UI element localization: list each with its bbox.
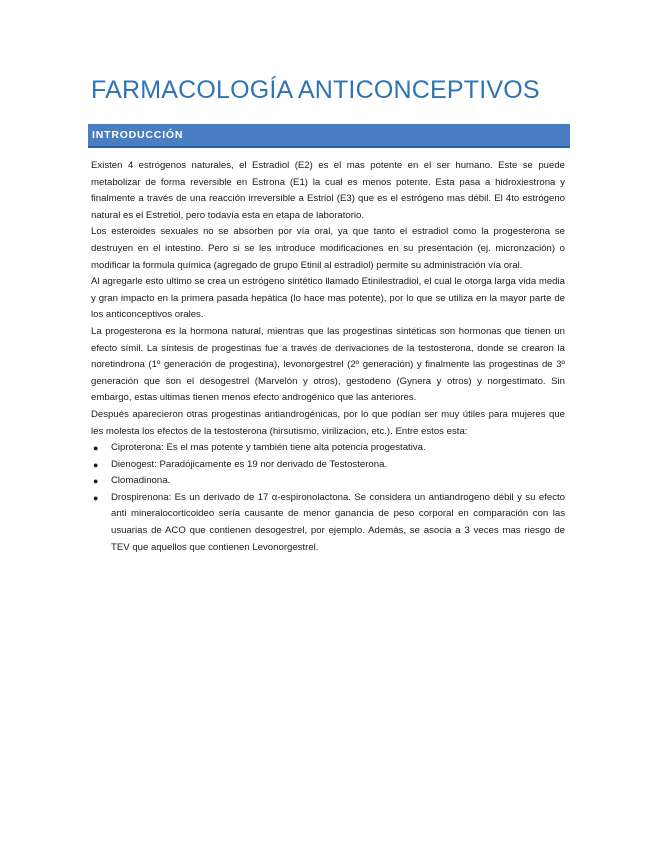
bullet-icon: ●	[93, 443, 99, 454]
list-item	[91, 473, 565, 490]
paragraph: Existen 4 estrógenos naturales, el Estradiol (E2) es el mas potente en el ser humano. Este se puede metabolizar de forma reversible en Estrona (E1) la cual es menos potente. Esta pasa a hidroxiestrona y finalmente a través de una reacción irreversible a Estriol (E3) que es el estrógeno mas débil. El 4to estrógeno natural es el Estretiol, pero todavía esta en etapa de laboratorio.	[91, 160, 565, 221]
document-body	[91, 158, 565, 556]
paragraph: La progesterona es la hormona natural, mientras que las progestinas sintéticas son hormonas que tienen un efecto símil. La síntesis de progestinas fue a través de derivaciones de la testosterona, donde se crearon la noretindrona (1º generación de progestina), levonorgestrel (2º generación) y finalmente las progestinas de 3º generación que son el desogestrel (Marvelón y otros), gestodeno (Gynera y otros) y norgestimato. Sin embargo, estas ultimas tienen menos efecto androgénico que las anteriores.	[91, 325, 565, 404]
list-item	[91, 490, 565, 556]
list-item	[91, 440, 565, 457]
bullet-icon: ●	[93, 459, 99, 470]
bullet-list	[91, 440, 565, 556]
paragraph: Al agregarle esto ultimo se crea un estrógeno sintético llamado Etinilestradiol, el cual le otorga larga vida media y gran impacto en la primera pasada hepática (lo hace mas potente), por lo que se utiliza en la mayor parte de los anticonceptivos orales.	[91, 276, 565, 321]
bullet-icon: ●	[93, 476, 99, 487]
page-title: FARMACOLOGÍA ANTICONCEPTIVOS	[91, 76, 540, 104]
list-item-text: Dienogest: Paradójicamente es 19 nor derivado de Testosterona.	[111, 458, 388, 470]
section-heading-bar	[88, 124, 570, 148]
paragraph: Después aparecieron otras progestinas antiandrogénicas, por lo que podían ser muy útiles para mujeres que les molesta los efectos de la testosterona (hirsutismo, virilizacion, etc.). Entre estos esta:	[91, 408, 565, 437]
list-item-text: Drospirenona: Es un derivado de 17 α-espironolactona. Se considera un antiandrogeno débil y su efecto anti mineralocorticoideo sería causante de menor ganancia de peso corporal en comparación con las usuarias de ACO que contienen desogestrel, por ejemplo. Además, se asocia a 3 veces mas riesgo de TEV que aquellos que contienen Levonorgestrel.	[111, 491, 565, 553]
list-item-text: Ciproterona: Es el mas potente y también tiene alta potencia progestativa.	[111, 442, 426, 454]
bullet-icon: ●	[93, 492, 99, 503]
list-item-text: Clomadinona.	[111, 475, 171, 487]
paragraph: Los esteroides sexuales no se absorben por vía oral, ya que tanto el estradiol como la progesterona se destruyen en el intestino. Pero si se les introduce modificaciones en su presentación (ej. micronzación) o modificar la formula química (agregado de grupo Etinil al estradiol) permite su administración vía oral.	[91, 226, 565, 271]
section-heading: INTRODUCCIÓN	[92, 129, 184, 141]
list-item	[91, 457, 565, 474]
